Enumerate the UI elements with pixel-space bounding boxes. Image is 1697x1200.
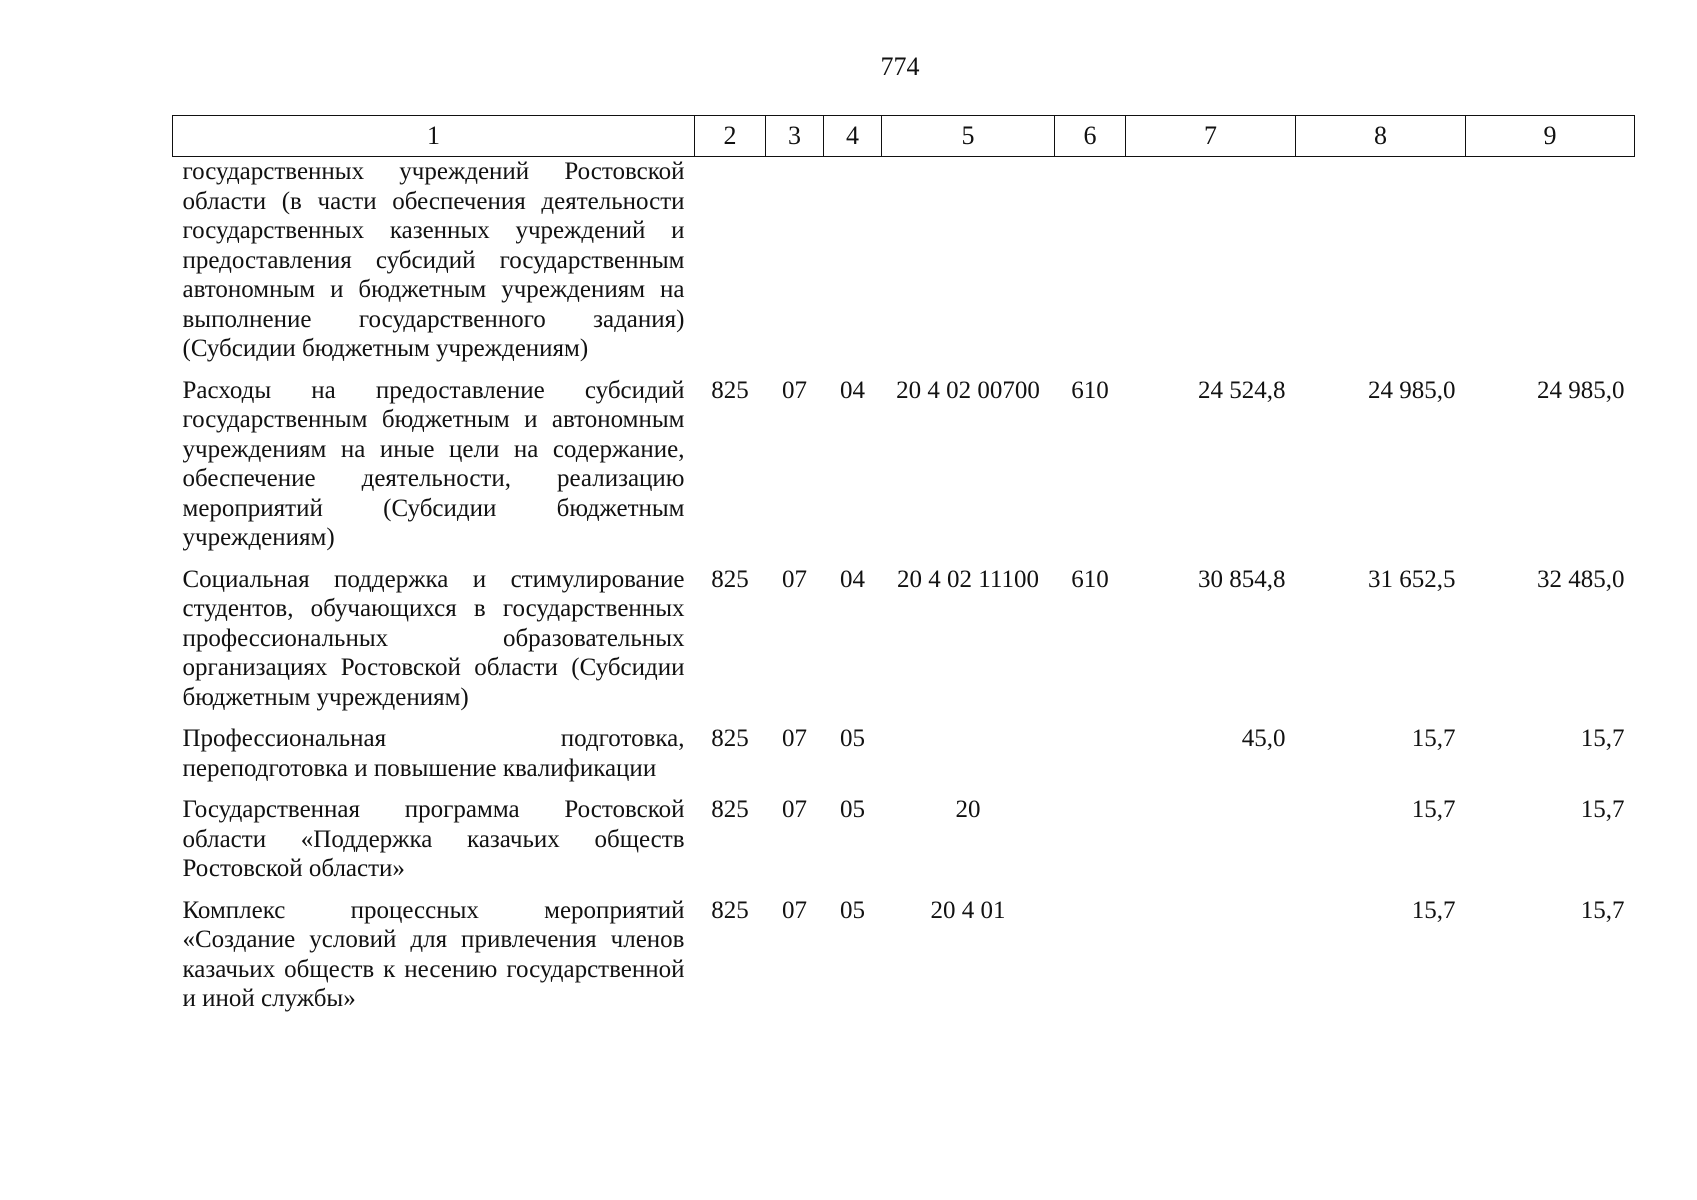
row-name: Профессиональная подготовка, переподготовка и повышение квалификации [182, 725, 685, 782]
row-target-code [882, 157, 1055, 376]
row-admin-code [695, 157, 766, 376]
row-amount-8: 15,7 [1411, 896, 1456, 924]
row-section [766, 157, 824, 376]
header-col-6: 6 [1055, 116, 1126, 157]
row-target-code [882, 724, 1055, 795]
row-admin-code: 825 [711, 896, 749, 924]
row-expense-type: 610 [1071, 565, 1109, 593]
row-subsection: 05 [840, 796, 865, 823]
row-section: 07 [782, 796, 807, 823]
header-col-2: 2 [695, 116, 766, 157]
row-amount-8: 31 652,5 [1368, 565, 1456, 593]
row-admin-code: 825 [711, 565, 749, 593]
table-header [173, 116, 1635, 157]
row-amount-9: 32 485,0 [1537, 565, 1625, 593]
row-expense-type [1055, 896, 1126, 1026]
table-row [173, 724, 1635, 795]
row-amount-9: 15,7 [1580, 796, 1625, 823]
row-expense-type: 610 [1071, 376, 1109, 404]
row-admin-code: 825 [711, 796, 749, 823]
row-name: государственных учреждений Ростовской области (в части обеспечения деятельности государственных казенных учреждений и предоставления субсидий государственным автономным и бюджетным учреждениям на выполнение государственного задания) (Субсидии бюджетным учреждениям) [182, 158, 685, 362]
row-amount-7 [1126, 157, 1296, 376]
row-section: 07 [782, 896, 807, 924]
row-amount-8: 15,7 [1411, 725, 1456, 752]
row-name: Комплекс процессных мероприятий «Создание условий для привлечения членов казачьих обществ к несению государственной и иной службы» [182, 896, 685, 1012]
row-amount-7: 30 854,8 [1198, 565, 1286, 593]
row-section: 07 [782, 565, 807, 593]
table-row [173, 896, 1635, 1026]
row-admin-code: 825 [711, 725, 749, 752]
table-row [173, 795, 1635, 896]
row-target-code: 20 [955, 796, 981, 823]
header-row [173, 116, 1635, 157]
budget-table [172, 115, 1635, 1026]
row-admin-code: 825 [711, 376, 749, 404]
header-col-7: 7 [1126, 116, 1296, 157]
row-amount-9 [1466, 157, 1635, 376]
header-col-4: 4 [824, 116, 882, 157]
row-section: 07 [782, 725, 807, 752]
row-name: Социальная поддержка и стимулирование студентов, обучающихся в государственных профессиональных образовательных организациях Ростовской области (Субсидии бюджетным учреждениям) [182, 565, 685, 711]
row-amount-8 [1296, 157, 1466, 376]
row-expense-type [1055, 724, 1126, 795]
row-amount-9: 24 985,0 [1537, 376, 1625, 404]
header-col-1: 1 [173, 116, 695, 157]
row-amount-7: 24 524,8 [1198, 376, 1286, 404]
header-col-8: 8 [1296, 116, 1466, 157]
row-subsection [824, 157, 882, 376]
row-amount-7 [1126, 896, 1296, 1026]
table-row [173, 565, 1635, 725]
row-subsection: 04 [840, 376, 865, 404]
header-col-9: 9 [1466, 116, 1635, 157]
row-subsection: 05 [840, 725, 865, 752]
table-body [173, 157, 1635, 1026]
row-expense-type [1055, 157, 1126, 376]
row-target-code: 20 4 01 [930, 896, 1006, 924]
row-subsection: 05 [840, 896, 865, 924]
row-amount-8: 24 985,0 [1368, 376, 1456, 404]
header-col-5: 5 [882, 116, 1055, 157]
row-amount-8: 15,7 [1411, 796, 1456, 823]
row-amount-9: 15,7 [1580, 725, 1625, 752]
row-amount-7: 45,0 [1241, 725, 1286, 752]
row-amount-7 [1126, 795, 1296, 896]
row-amount-9: 15,7 [1580, 896, 1625, 924]
row-expense-type [1055, 795, 1126, 896]
row-name: Государственная программа Ростовской области «Поддержка казачьих обществ Ростовской области» [182, 796, 685, 882]
row-subsection: 04 [840, 565, 865, 593]
row-name: Расходы на предоставление субсидий государственным бюджетным и автономным учреждениям на иные цели на содержание, обеспечение деятельности, реализацию мероприятий (Субсидии бюджетным учреждениям) [182, 376, 685, 551]
row-section: 07 [782, 376, 807, 404]
header-col-3: 3 [766, 116, 824, 157]
row-target-code: 20 4 02 11100 [897, 565, 1039, 593]
table-row [173, 157, 1635, 376]
page-number: 774 [880, 52, 920, 81]
table-row [173, 376, 1635, 565]
row-target-code: 20 4 02 00700 [896, 376, 1040, 404]
